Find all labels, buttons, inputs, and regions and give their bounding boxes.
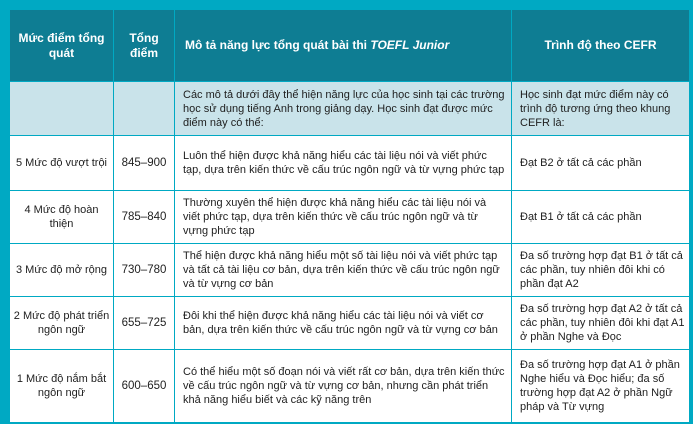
- intro-description: Các mô tả dưới đây thể hiện năng lực của học sinh tại các trường học sử dụng tiếng Anh trong giảng dạy. Học sinh đạt được mức điểm này có thể:: [175, 82, 511, 135]
- range-cell: 730–780: [114, 244, 174, 296]
- cefr-cell: Đa số trường hợp đạt A1 ở phần Nghe hiểu và Đọc hiểu; đa số trường hợp đạt A2 ở phần Ngữ pháp và Từ vựng: [512, 350, 689, 422]
- level-cell: 3 Mức độ mở rộng: [10, 244, 113, 296]
- intro-cefr: Học sinh đạt mức điểm này có trình độ tương ứng theo khung CEFR là:: [512, 82, 689, 135]
- description-cell: Thể hiện được khả năng hiểu một số tài liệu nói và viết phức tạp và tất cả tài liệu cơ bản, dựa trên kiến thức về cấu trúc ngôn ngữ và từ vựng cơ bản: [175, 244, 511, 296]
- level-cell: 2 Mức độ phát triển ngôn ngữ: [10, 297, 113, 349]
- header-description: [175, 10, 511, 81]
- range-cell: 845–900: [114, 136, 174, 190]
- range-cell: 600–650: [114, 350, 174, 422]
- cefr-cell: Đạt B2 ở tất cả các phần: [512, 136, 689, 190]
- intro-empty-level: [10, 82, 113, 135]
- description-cell: Thường xuyên thể hiện được khả năng hiểu các tài liệu nói và viết phức tạp, dựa trên kiến thức về cấu trúc ngôn ngữ và từ vựng phức tạp: [175, 191, 511, 243]
- header-cefr: Trình độ theo CEFR: [512, 10, 689, 81]
- level-cell: 5 Mức độ vượt trội: [10, 136, 113, 190]
- header-total-score: Tổng điểm: [114, 10, 174, 81]
- header-description-text: Mô tả năng lực tổng quát bài thi TOEFL Junior: [185, 38, 450, 52]
- range-cell: 785–840: [114, 191, 174, 243]
- description-cell: Đôi khi thể hiện được khả năng hiểu các tài liệu nói và viết cơ bản, dựa trên kiến thức về cấu trúc ngôn ngữ và từ vựng cơ bản: [175, 297, 511, 349]
- level-cell: 4 Mức độ hoàn thiện: [10, 191, 113, 243]
- header-description-italic: TOEFL Junior: [370, 38, 450, 52]
- description-cell: Có thể hiểu một số đoạn nói và viết rất cơ bản, dựa trên kiến thức về cấu trúc ngôn ngữ và từ vựng cơ bản, nhưng cần phát triển khả năng hiểu biết và các kỹ năng trên: [175, 350, 511, 422]
- header-level: Mức điểm tổng quát: [10, 10, 113, 81]
- intro-empty-range: [114, 82, 174, 135]
- cefr-cell: Đa số trường hợp đạt B1 ở tất cả các phần, tuy nhiên đôi khi có phần đạt A2: [512, 244, 689, 296]
- cefr-cell: Đạt B1 ở tất cả các phần: [512, 191, 689, 243]
- toefl-junior-score-table: [10, 10, 686, 416]
- range-cell: 655–725: [114, 297, 174, 349]
- description-cell: Luôn thể hiện được khả năng hiểu các tài liệu nói và viết phức tạp, dựa trên kiến thức về cấu trúc ngôn ngữ và từ vựng phức tạp: [175, 136, 511, 190]
- cefr-cell: Đa số trường hợp đạt A2 ở tất cả các phần, tuy nhiên đôi khi đạt A1 ở phần Nghe và Đọc: [512, 297, 689, 349]
- level-cell: 1 Mức độ nắm bắt ngôn ngữ: [10, 350, 113, 422]
